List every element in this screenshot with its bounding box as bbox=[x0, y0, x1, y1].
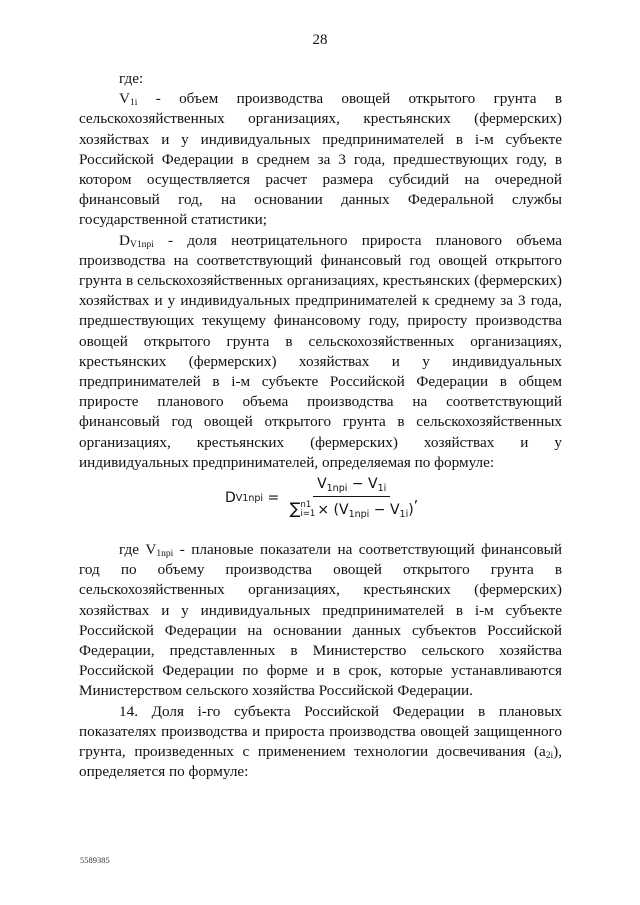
formula-fraction bbox=[290, 476, 414, 520]
where-label: где: bbox=[119, 70, 144, 87]
v1npi-definition: где $V_{1npi}$ - плановые показатели на соответствующий финансовый год по объему производства овощей открытого грунта в сельскохозяйственных организациях, крестьянских (фермерских) хозяйствах и у индивидуальных предпринимателей в i-м субъекте Российской Федерации на основании данных субъектов Российской Федерации, представленных в Министерство сельского хозяйства Российской Федерации по форме и в срок, которые устанавливаются Министерством сельского хозяйства Российской Федерации. bbox=[79, 541, 562, 700]
formula-numerator: $V_{1npi} - V_{1i}$ bbox=[313, 476, 390, 497]
sum-symbol: ∑ bbox=[289, 499, 301, 518]
definitions-block bbox=[79, 69, 562, 473]
page-number: 28 bbox=[312, 32, 328, 48]
v1npi-symbol: V bbox=[145, 541, 157, 558]
dv-definition: $D_{V1npi}$ - доля неотрицательного прироста планового объема производства на соответствующий финансовый год овощей открытого грунта в сельскохозяйственных организациях, крестьянских (фермерских) хозяйствах и у индивидуальных предпринимателей к среднему за 3 года, предшествующих текущему финансовому году, приросту производства овощей открытого грунта в сельскохозяйственных организациях, крестьянских (фермерских) хозяйствах и у индивидуальных предпринимателей в i-м субъекте Российской Федерации в общем приросте планового объема производства на соответствующий финансовый год овощей открытого грунта в сельскохозяйственных организациях, крестьянских (фермерских) хозяйствах и у индивидуальных предпринимателей, определяемая по формуле: bbox=[79, 231, 562, 471]
formula-denominator: ∑ n1 i=1 × $(V_{1npi} - V_{1i})$ bbox=[289, 499, 414, 520]
dv-symbol: D bbox=[119, 231, 130, 249]
share-formula: D V1npi = $V_{1npi} - V_{1i}$ ∑ n1 i=1 × $(V_{1npi} - V_{1i})$ , bbox=[225, 476, 419, 520]
v1i-definition: $V_{1i}$ - объем производства овощей открытого грунта в сельскохозяйственных организациях, крестьянских (фермерских) хозяйствах и у индивидуальных предпринимателей в i-м субъекте Российской Федерации в среднем за 3 года, предшествующих году, в котором осуществляется расчет размера субсидий на очередной финансовый год, на основании данных Федеральной службы государственной статистики; bbox=[79, 90, 562, 229]
definitions-block-2 bbox=[79, 540, 562, 782]
v1i-symbol: V bbox=[119, 90, 130, 108]
document-code: 5589385 bbox=[80, 855, 110, 865]
item-14-paragraph: 14. Доля i-го субъекта Российской Федерации в плановых показателях производства и прироста производства овощей защищенного грунта, произведенных с применением технологии досвечивания $(a_{2i})$, определяется по формуле: bbox=[79, 702, 562, 781]
